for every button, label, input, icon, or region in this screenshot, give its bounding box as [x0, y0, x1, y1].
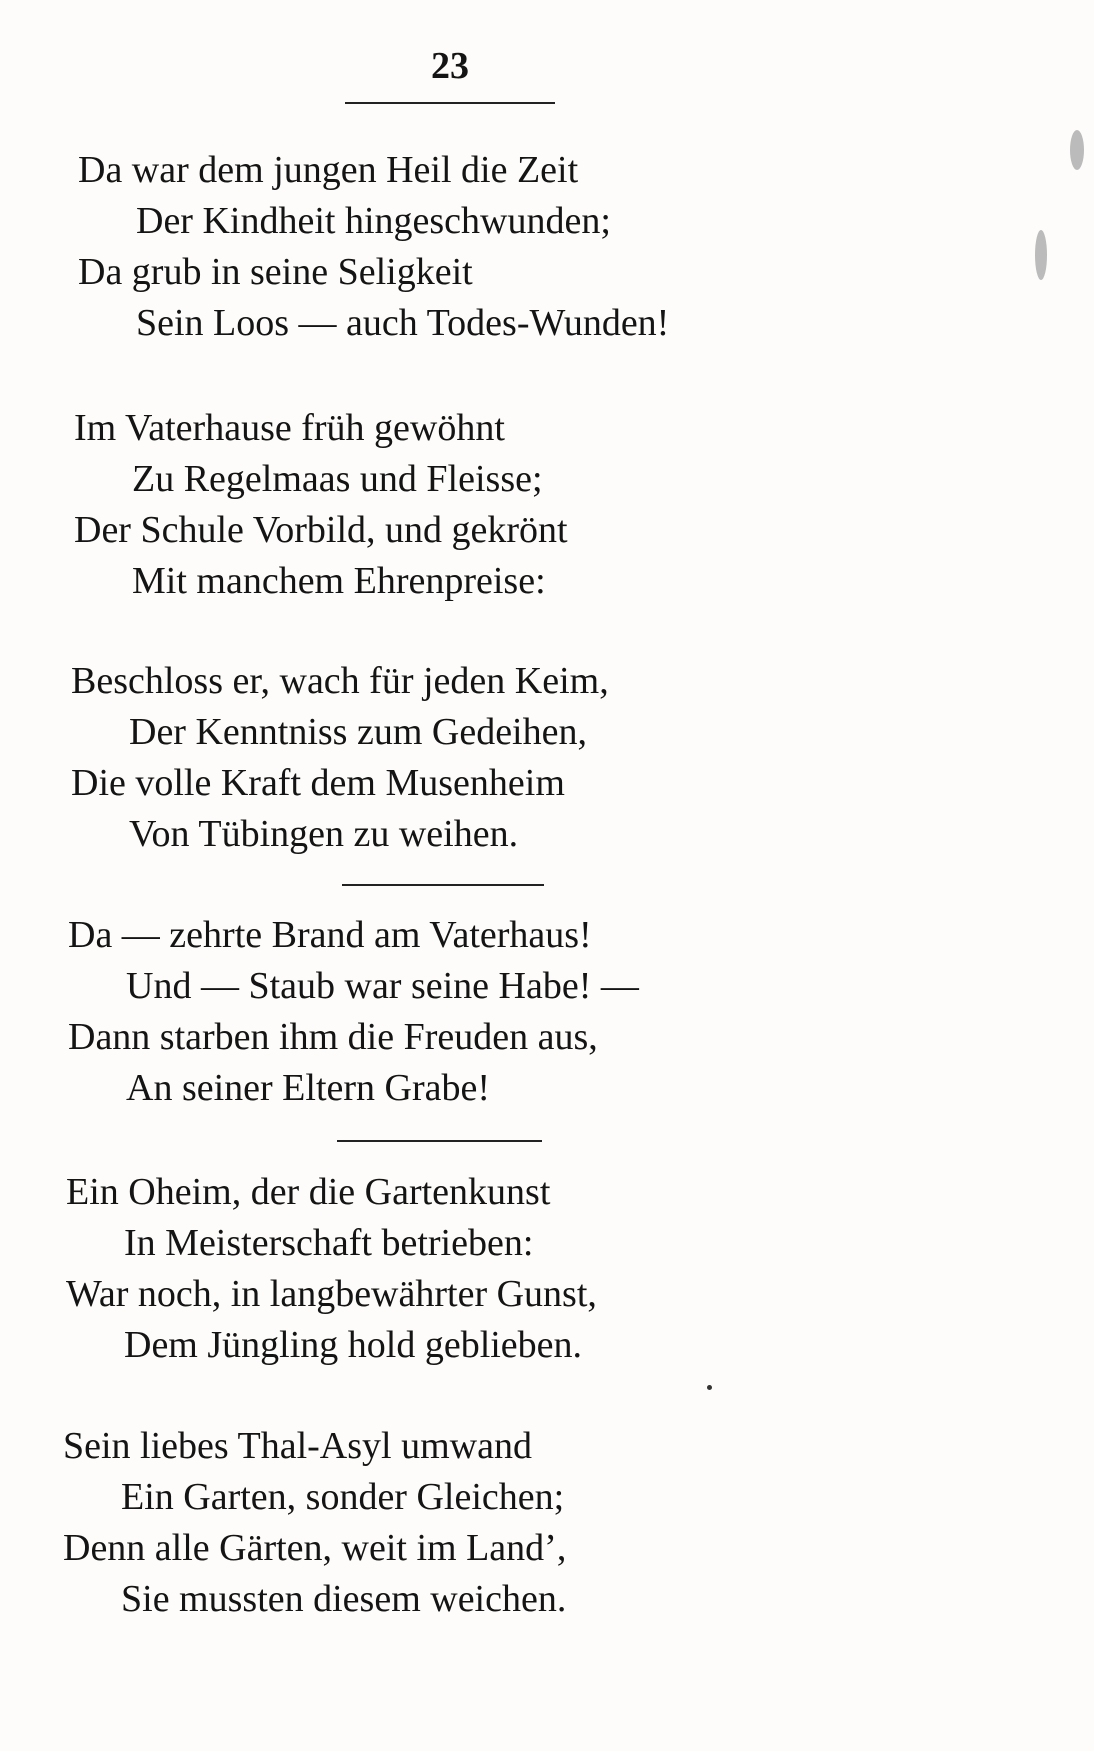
verse-line: Von Tübingen zu weihen.: [129, 813, 519, 855]
verse-line: War noch, in langbewährter Gunst,: [66, 1273, 597, 1315]
scan-speck: [1035, 230, 1047, 280]
verse-line: Da grub in seine Seligkeit: [78, 251, 473, 293]
verse-line: Beschloss er, wach für jeden Keim,: [71, 660, 609, 702]
verse-line: Der Kindheit hingeschwunden;: [136, 200, 611, 242]
header-rule: [345, 102, 555, 104]
verse-line: Da — zehrte Brand am Vaterhaus!: [68, 914, 592, 956]
verse-line: Mit manchem Ehrenpreise:: [132, 560, 546, 602]
verse-line: Sie mussten diesem weichen.: [121, 1578, 567, 1620]
verse-line: Denn alle Gärten, weit im Land’,: [63, 1527, 567, 1569]
verse-line: Die volle Kraft dem Musenheim: [71, 762, 565, 804]
stanza-1: [78, 145, 1078, 349]
verse-line: An seiner Eltern Grabe!: [126, 1067, 491, 1109]
verse-line: Der Kenntniss zum Gedeihen,: [129, 711, 587, 753]
verse-line: Dem Jüngling hold geblieben.: [124, 1324, 583, 1366]
verse-line: Ein Garten, sonder Gleichen;: [121, 1476, 565, 1518]
verse-line: Sein liebes Thal-Asyl umwand: [63, 1425, 532, 1467]
stanza-3: [71, 656, 1071, 860]
verse-line: Und — Staub war seine Habe! —: [126, 965, 639, 1007]
section-divider: [342, 884, 544, 886]
stanza-5: [66, 1167, 1066, 1371]
stanza-2: [74, 403, 1074, 607]
scan-speck: [707, 1385, 712, 1390]
verse-line: Da war dem jungen Heil die Zeit: [78, 149, 579, 191]
stanza-4: [68, 910, 1068, 1114]
section-divider: [337, 1140, 542, 1142]
verse-line: Sein Loos — auch Todes-Wunden!: [136, 302, 670, 344]
verse-line: Der Schule Vorbild, und gekrönt: [74, 509, 568, 551]
verse-line: Zu Regelmaas und Fleisse;: [132, 458, 543, 500]
verse-line: Im Vaterhause früh gewöhnt: [74, 407, 505, 449]
verse-line: Dann starben ihm die Freuden aus,: [68, 1016, 598, 1058]
scan-speck: [1070, 130, 1084, 170]
verse-line: In Meisterschaft betrieben:: [124, 1222, 534, 1264]
stanza-6: [63, 1421, 1063, 1625]
page-number: 23: [431, 45, 469, 87]
verse-line: Ein Oheim, der die Gartenkunst: [66, 1171, 551, 1213]
